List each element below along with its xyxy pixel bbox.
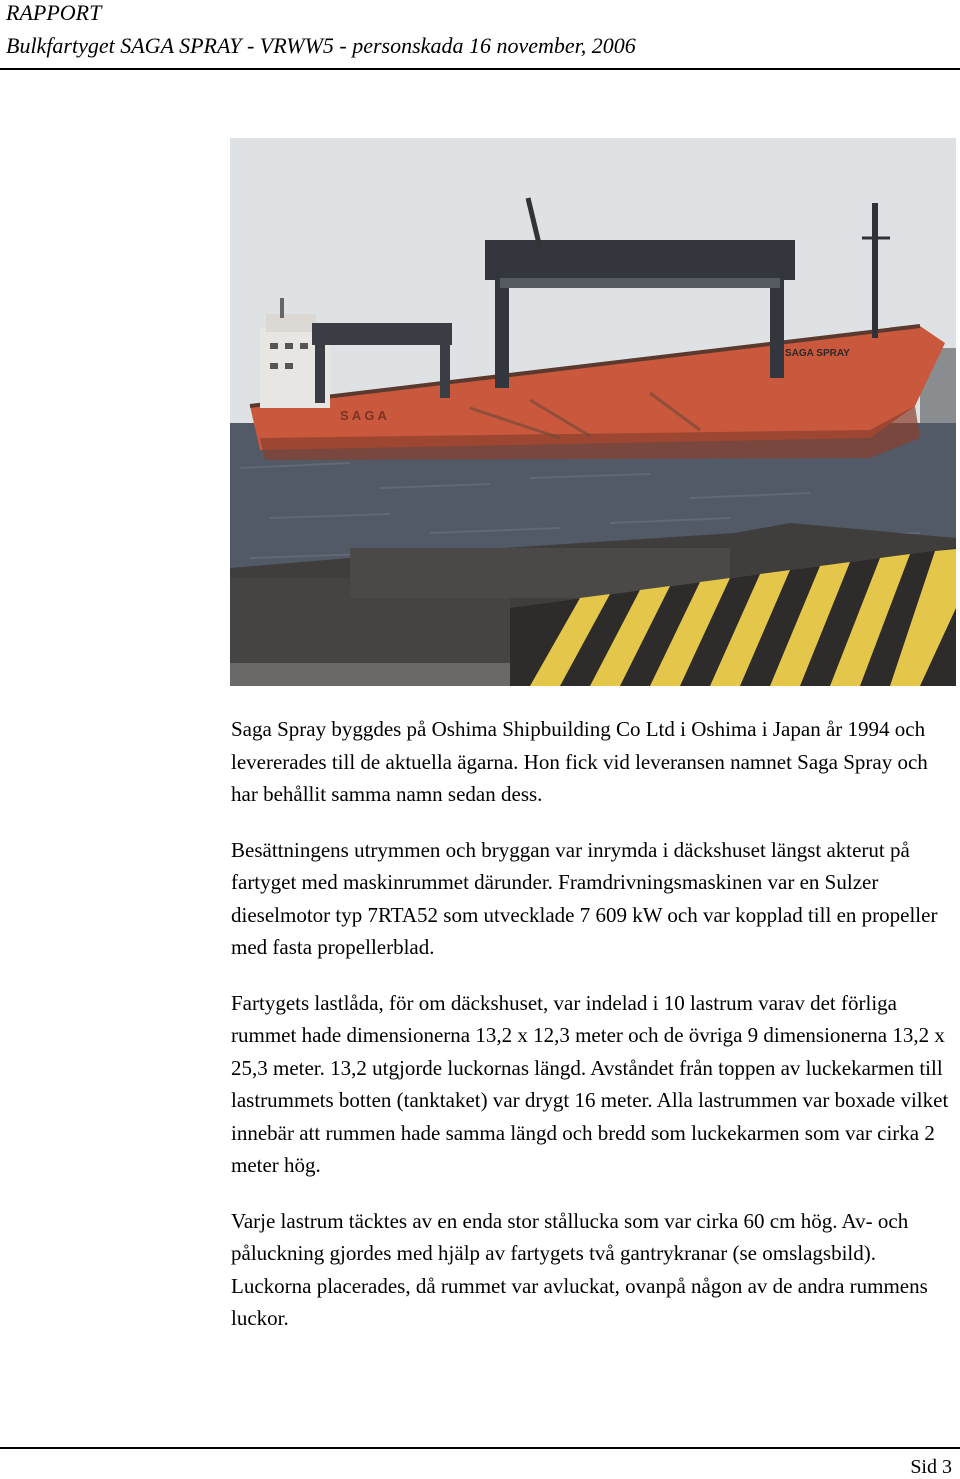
header-divider xyxy=(0,68,960,70)
page-number: Sid 3 xyxy=(910,1456,952,1478)
paragraph-hatches: Varje lastrum täcktes av en enda stor stållucka som var cirka 60 cm hög. Av- och påluckning gjordes med hjälp av fartygets två gantrykranar (se omslagsbild). Luckorna placerades, då rummet var avluckat, ovanpå någon av de andra rummens luckor. xyxy=(231,1208,928,1330)
paragraph-engine: Besättningens utrymmen och bryggan var inrymda i däckshuset längst akterut på fartyget med maskinrummet därunder. Framdrivningsmaskinen var en Sulzer dieselmotor typ 7RTA52 som utvecklade 7 609 kW och var kopplad till en propeller med fasta propellerblad. xyxy=(231,837,938,959)
hull-name-bow: SAGA SPRAY xyxy=(785,348,850,359)
report-header xyxy=(6,0,636,59)
paragraph-cargo-holds: Fartygets lastlåda, för om däckshuset, var indelad i 10 lastrum varav det förliga rummet hade dimensionerna 13,2 x 12,3 meter och de övriga 9 dimensionerna 13,2 x 25,3 meter. 13,2 utgjorde luckornas längd. Avståndet från toppen av luckekarmen till lastrummets botten (tanktaket) var drygt 16 meter. Alla lastrummen var boxade vilket innebär att rummen hade samma längd och bredd som luckekarmen som var cirka 2 meter hög. xyxy=(231,990,949,1177)
report-title: RAPPORT xyxy=(6,0,102,25)
report-subtitle: Bulkfartyget SAGA SPRAY - VRWW5 - personskada 16 november, 2006 xyxy=(6,33,636,58)
ship-photo xyxy=(230,138,956,686)
footer-divider xyxy=(0,1447,960,1449)
hull-name-side: S A G A xyxy=(340,408,387,423)
body-text xyxy=(231,713,955,1358)
paragraph-build-history: Saga Spray byggdes på Oshima Shipbuilding Co Ltd i Oshima i Japan år 1994 och levererades till de aktuella ägarna. Hon fick vid leveransen namnet Saga Spray och har behållit samma namn sedan dess. xyxy=(231,717,928,806)
